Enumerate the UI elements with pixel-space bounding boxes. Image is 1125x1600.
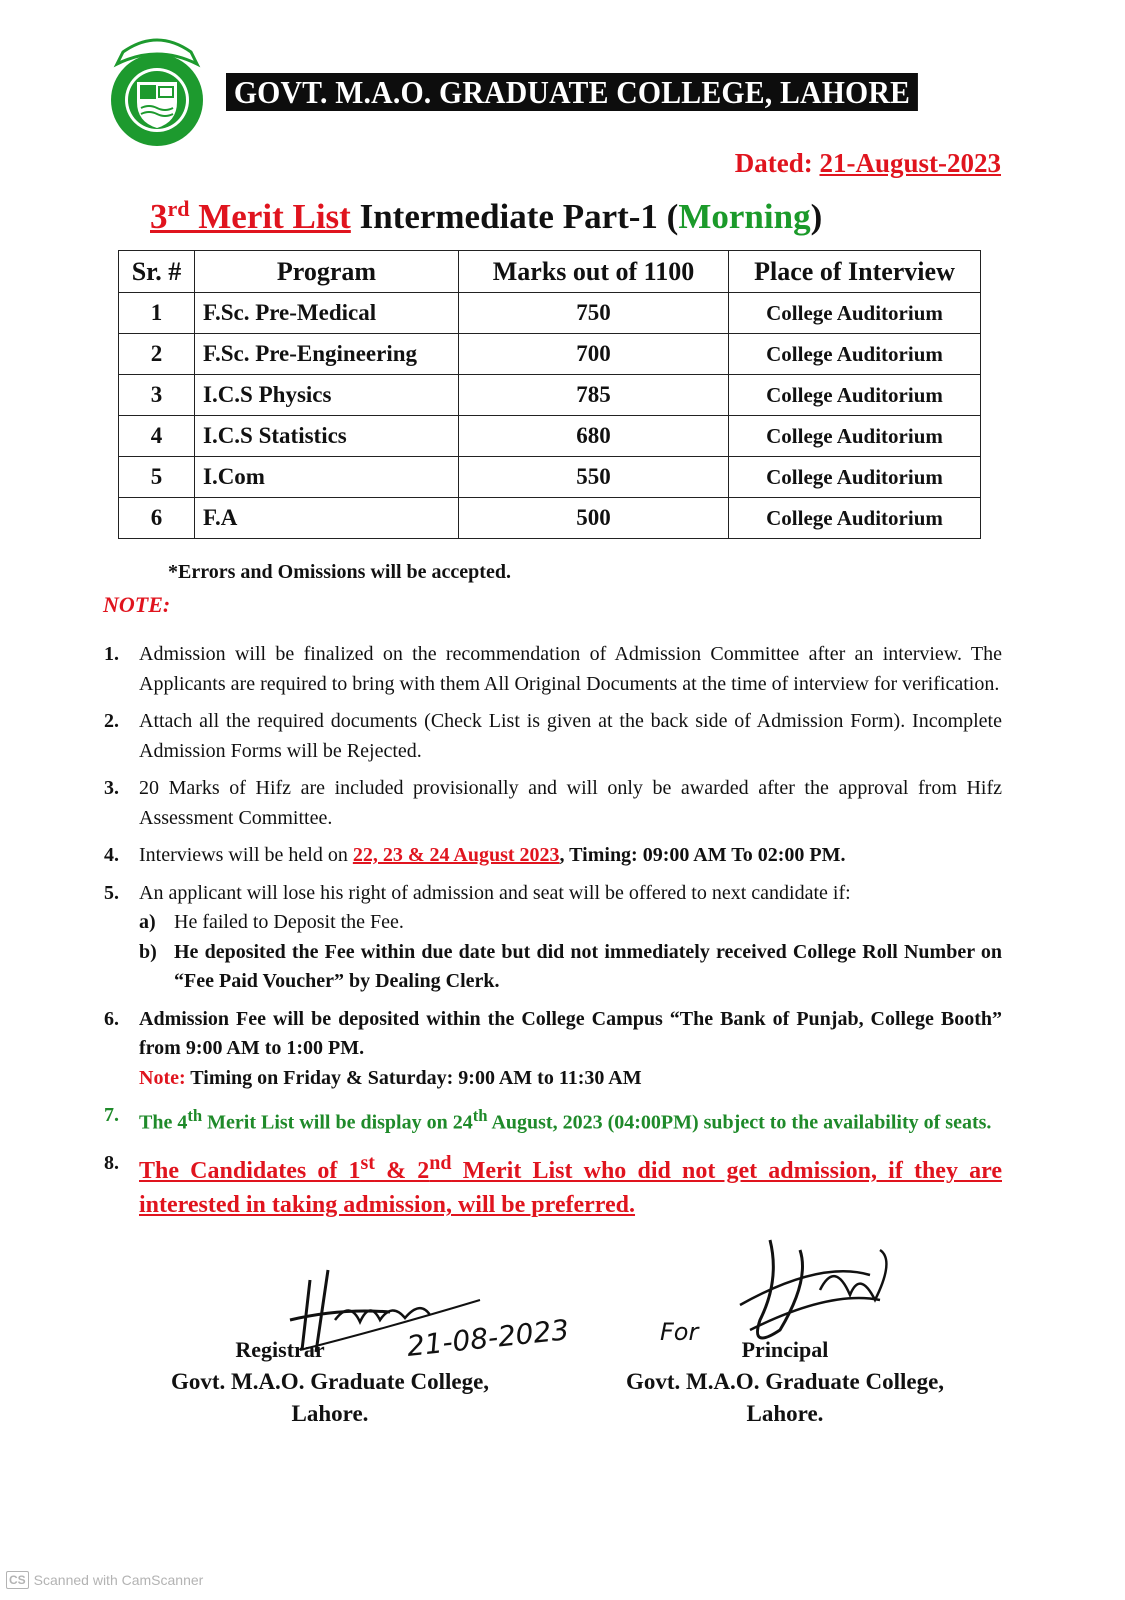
notes-list <box>104 640 1002 1230</box>
col-program: Program <box>195 251 459 293</box>
document-date <box>735 148 1001 179</box>
college-name-banner: GOVT. M.A.O. GRADUATE COLLEGE, LAHORE <box>226 73 918 111</box>
col-marks: Marks out of 1100 <box>459 251 729 293</box>
interview-dates: 22, 23 & 24 August 2023 <box>352 844 560 866</box>
table-row <box>119 375 981 416</box>
svg-text:21-08-2023: 21-08-2023 <box>405 1313 571 1363</box>
note-item-5: 5. An applicant will lose his right of admission and seat will be offered to next candidate if: a) He failed to Deposit the Fee. b) He deposited the Fee within due date but did not immediately received College Roll Number on “Fee Paid Voucher” by Dealing Clerk. <box>104 879 1002 997</box>
cell-place: College Auditorium <box>729 334 981 375</box>
registrar-city: Lahore. <box>291 1401 369 1426</box>
cell-program: F.Sc. Pre-Medical <box>195 293 459 334</box>
table-header-row <box>119 251 981 293</box>
table-row <box>119 416 981 457</box>
table-row <box>119 293 981 334</box>
col-sr: Sr. # <box>119 251 195 293</box>
principal-org: Govt. M.A.O. Graduate College, <box>625 1369 945 1394</box>
camscanner-text: Scanned with CamScanner <box>33 1572 204 1588</box>
registrar-title: Registrar <box>235 1337 325 1362</box>
svg-text:For: For <box>660 1318 699 1346</box>
note-item-4: 4. Interviews will be held on 22, 23 & 24 August 2023, Timing: 09:00 AM To 02:00 PM. <box>104 844 846 866</box>
cell-program: I.Com <box>195 457 459 498</box>
note-item-7: 7. The 4th Merit List will be display on 24th August, 2023 (04:00PM) subject to the availability of seats. <box>104 1104 992 1134</box>
timing-note-label: Note: <box>139 1066 186 1089</box>
cell-marks: 680 <box>459 416 729 457</box>
camscanner-icon: CS <box>6 1571 29 1589</box>
principal-signature-block <box>615 1334 955 1430</box>
table-row <box>119 457 981 498</box>
shift-label: Morning <box>678 197 811 236</box>
note-subitem-a: a) He failed to Deposit the Fee. <box>139 911 404 933</box>
cell-sr: 2 <box>119 334 195 375</box>
note-heading: NOTE: <box>103 592 171 617</box>
note-item-2: 2. Attach all the required documents (Check List is given at the back side of Admission Form). Incomplete Admission Forms will be Rejected. <box>104 710 1002 762</box>
cell-marks: 500 <box>459 498 729 539</box>
cell-sr: 4 <box>119 416 195 457</box>
dated-value: 21-August-2023 <box>819 148 1001 178</box>
cell-program: I.C.S Physics <box>195 375 459 416</box>
cell-marks: 750 <box>459 293 729 334</box>
cell-place: College Auditorium <box>729 498 981 539</box>
cell-place: College Auditorium <box>729 416 981 457</box>
errors-omissions-note: *Errors and Omissions will be accepted. <box>168 561 511 583</box>
merit-table <box>118 250 981 539</box>
page-title: 3rd Merit List Intermediate Part-1 (Morning) <box>150 196 823 236</box>
dated-label: Dated: <box>734 148 820 178</box>
cell-place: College Auditorium <box>729 293 981 334</box>
cell-program: I.C.S Statistics <box>195 416 459 457</box>
principal-signature <box>660 1220 910 1350</box>
cell-marks: 785 <box>459 375 729 416</box>
principal-city: Lahore. <box>746 1401 824 1426</box>
principal-title: Principal <box>741 1337 829 1362</box>
camscanner-watermark <box>6 1571 203 1589</box>
registrar-org: Govt. M.A.O. Graduate College, <box>170 1369 490 1394</box>
cell-place: College Auditorium <box>729 375 981 416</box>
cell-sr: 6 <box>119 498 195 539</box>
cell-program: F.Sc. Pre-Engineering <box>195 334 459 375</box>
cell-marks: 700 <box>459 334 729 375</box>
cell-program: F.A <box>195 498 459 539</box>
table-row <box>119 498 981 539</box>
college-crest-logo <box>103 30 211 148</box>
note-item-8: 8. The Candidates of 1st & 2nd Merit List who did not get admission, if they are interested in taking admission, will be preferred. <box>104 1152 1002 1219</box>
table-row <box>119 334 981 375</box>
merit-list-ordinal: 3rd Merit List <box>150 196 351 236</box>
cell-marks: 550 <box>459 457 729 498</box>
cell-sr: 3 <box>119 375 195 416</box>
cell-sr: 5 <box>119 457 195 498</box>
note-item-3: 3. 20 Marks of Hifz are included provisionally and will only be awarded after the approval from Hifz Assessment Committee. <box>104 777 1002 829</box>
col-place: Place of Interview <box>729 251 981 293</box>
note-item-6: 6. Admission Fee will be deposited within the College Campus “The Bank of Punjab, College Booth” from 9:00 AM to 1:00 PM. Note: Timing on Friday & Saturday: 9:00 AM to 11:30 AM <box>104 1007 1002 1089</box>
note-subitem-b: b) He deposited the Fee within due date but did not immediately received College Roll Number on “Fee Paid Voucher” by Dealing Clerk. <box>139 940 1002 992</box>
note-item-1: 1. Admission will be finalized on the recommendation of Admission Committee after an interview. The Applicants are required to bring with them All Original Documents at the time of interview for verification. <box>104 643 1002 695</box>
cell-sr: 1 <box>119 293 195 334</box>
registrar-signature-block <box>160 1334 500 1430</box>
cell-place: College Auditorium <box>729 457 981 498</box>
program-level: Intermediate Part-1 ( <box>350 197 679 236</box>
